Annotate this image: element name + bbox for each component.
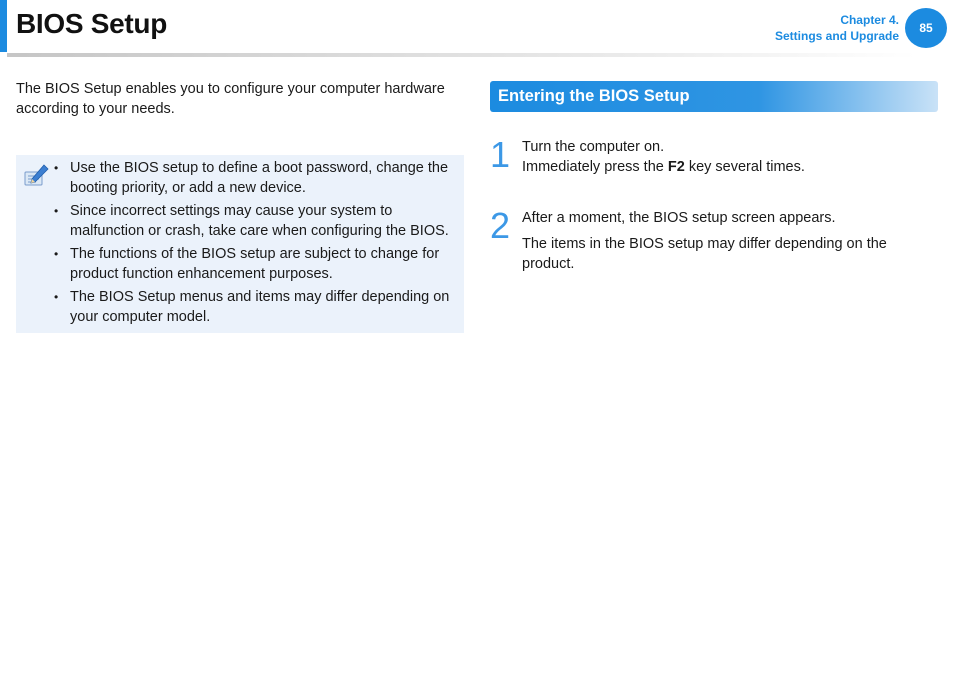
bullet-icon: • — [54, 204, 59, 218]
step-body — [522, 137, 932, 177]
step-text — [522, 157, 932, 177]
note-text: Use the BIOS setup to define a boot password, change the booting priority, or add a new device. — [70, 160, 449, 196]
bullet-icon: • — [54, 247, 59, 261]
header-accent-bar — [0, 0, 7, 52]
note-box — [16, 155, 464, 333]
note-item — [54, 202, 456, 241]
note-text: Since incorrect settings may cause your system to malfunction or crash, take care when configuring the BIOS. — [70, 203, 449, 239]
intro-paragraph: The BIOS Setup enables you to configure your computer hardware according to your needs. — [16, 81, 445, 117]
page-number: 85 — [919, 21, 933, 35]
step-number: 1 — [490, 134, 511, 175]
step-text: Turn the computer on. — [522, 139, 665, 155]
header-divider — [7, 53, 917, 57]
section-title: Entering the BIOS Setup — [498, 87, 690, 105]
chapter-label — [775, 12, 899, 44]
bullet-icon: • — [54, 290, 59, 304]
page-number-badge — [905, 8, 947, 48]
step-number: 2 — [490, 205, 511, 246]
section-header — [490, 81, 938, 112]
chapter-title: Settings and Upgrade — [774, 29, 899, 43]
step-text: After a moment, the BIOS setup screen appears. — [522, 210, 836, 226]
note-text: The functions of the BIOS setup are subject to change for product function enhancement purposes. — [70, 246, 440, 282]
note-item — [54, 245, 456, 284]
page-title: BIOS Setup — [16, 8, 168, 39]
note-list — [54, 159, 456, 331]
note-item — [54, 288, 456, 327]
bullet-icon: • — [54, 161, 59, 175]
chapter-number: Chapter 4. — [840, 13, 899, 27]
note-pencil-icon — [22, 163, 50, 189]
note-text: The BIOS Setup menus and items may differ depending on your computer model. — [70, 289, 450, 325]
note-item — [54, 159, 456, 198]
key-name: F2 — [667, 159, 685, 175]
step-text: The items in the BIOS setup may differ depending on the product. — [522, 236, 887, 272]
step-text-suffix: key several times. — [684, 159, 805, 175]
step-text-prefix: Immediately press the — [522, 159, 668, 175]
step-body — [522, 208, 932, 274]
